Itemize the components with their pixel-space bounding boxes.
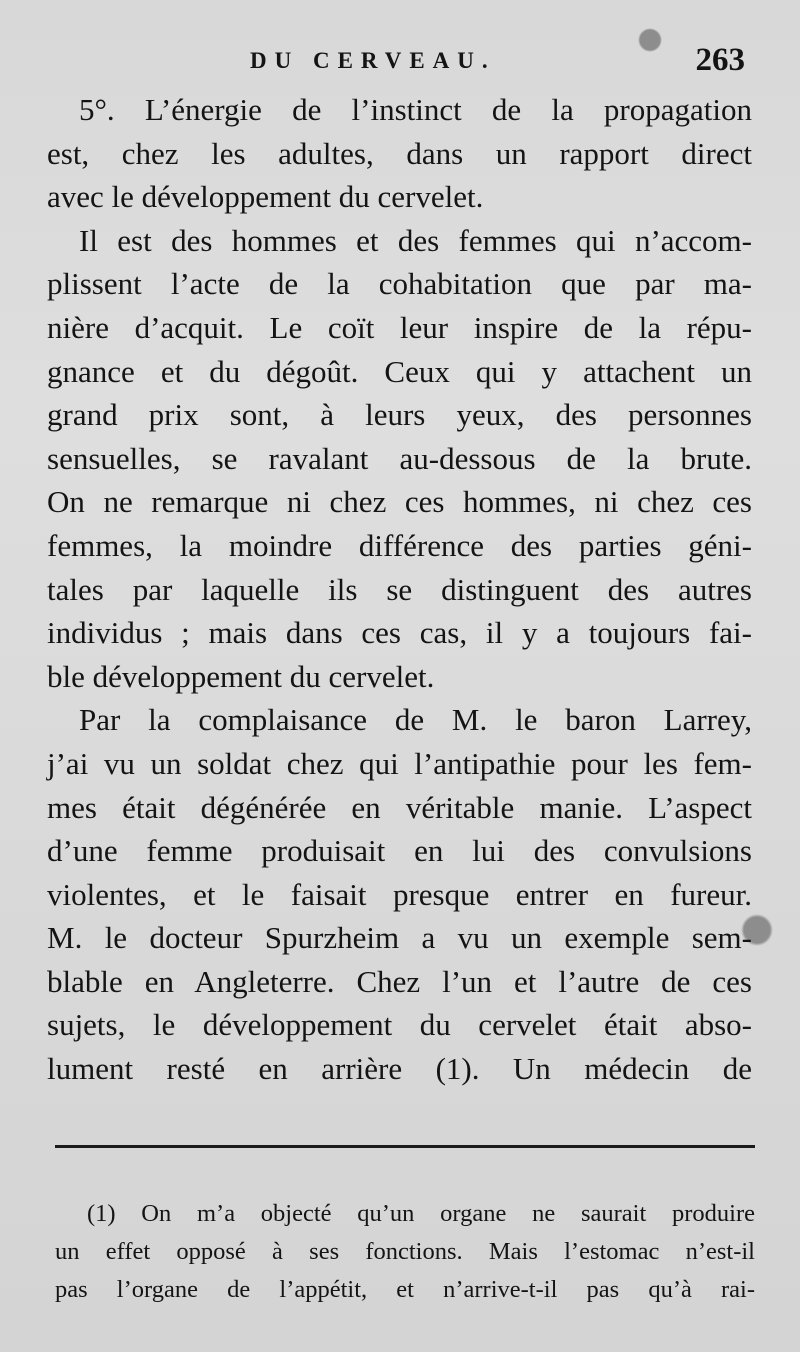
footnote-line: pas l’organe de l’appétit, et n’arrive-t-il pas qu’à rai- [55, 1276, 755, 1303]
text-line: On ne remarque ni chez ces hommes, ni chez ces [47, 484, 752, 520]
page-number: 263 [695, 42, 745, 78]
text-line: tales par laquelle ils se distinguent des autres [47, 571, 752, 607]
text-line: lument resté en arrière (1). Un médecin de [47, 1051, 752, 1087]
text-line: nière d’acquit. Le coït leur inspire de la répu- [47, 309, 752, 345]
footnote-line: (1) On m’a objecté qu’un organe ne saurait produire [87, 1200, 755, 1227]
text-line: femmes, la moindre différence des parties géni- [47, 527, 752, 563]
text-line: d’une femme produisait en lui des convulsions [47, 833, 752, 869]
text-line: sensuelles, se ravalant au-dessous de la brute. [47, 440, 752, 476]
running-head-title: DU CERVEAU. [250, 48, 496, 73]
text-line: est, chez les adultes, dans un rapport direct [47, 135, 752, 171]
text-line: gnance et du dégoût. Ceux qui y attachent un [47, 353, 752, 389]
text-line: sujets, le développement du cervelet était abso- [47, 1007, 752, 1043]
main-text [47, 88, 752, 1091]
text-line: grand prix sont, à leurs yeux, des personnes [47, 397, 752, 433]
text-line: ble développement du cervelet. [47, 658, 435, 694]
text-line: plissent l’acte de la cohabitation que par ma- [47, 266, 752, 302]
footnote-divider [55, 1145, 755, 1148]
text-line: mes était dégénérée en véritable manie. L’aspect [47, 789, 752, 825]
text-line: avec le développement du cervelet. [47, 179, 484, 215]
text-line: violentes, et le faisait presque entrer en fureur. [47, 876, 752, 912]
text-line: blable en Angleterre. Chez l’un et l’autre de ces [47, 963, 752, 999]
footnote [55, 1195, 755, 1309]
running-head [0, 42, 800, 82]
text-line: j’ai vu un soldat chez qui l’antipathie pour les fem- [47, 745, 752, 781]
text-line: individus ; mais dans ces cas, il y a toujours fai- [47, 615, 752, 651]
text-line: Par la complaisance de M. le baron Larrey, [79, 702, 752, 738]
text-line: 5°. L’énergie de l’instinct de la propagation [79, 92, 752, 127]
text-line: M. le docteur Spurzheim a vu un exemple sem- [47, 920, 752, 956]
text-line: Il est des hommes et des femmes qui n’accom- [79, 222, 752, 258]
footnote-line: un effet opposé à ses fonctions. Mais l’estomac n’est-il [55, 1238, 755, 1265]
